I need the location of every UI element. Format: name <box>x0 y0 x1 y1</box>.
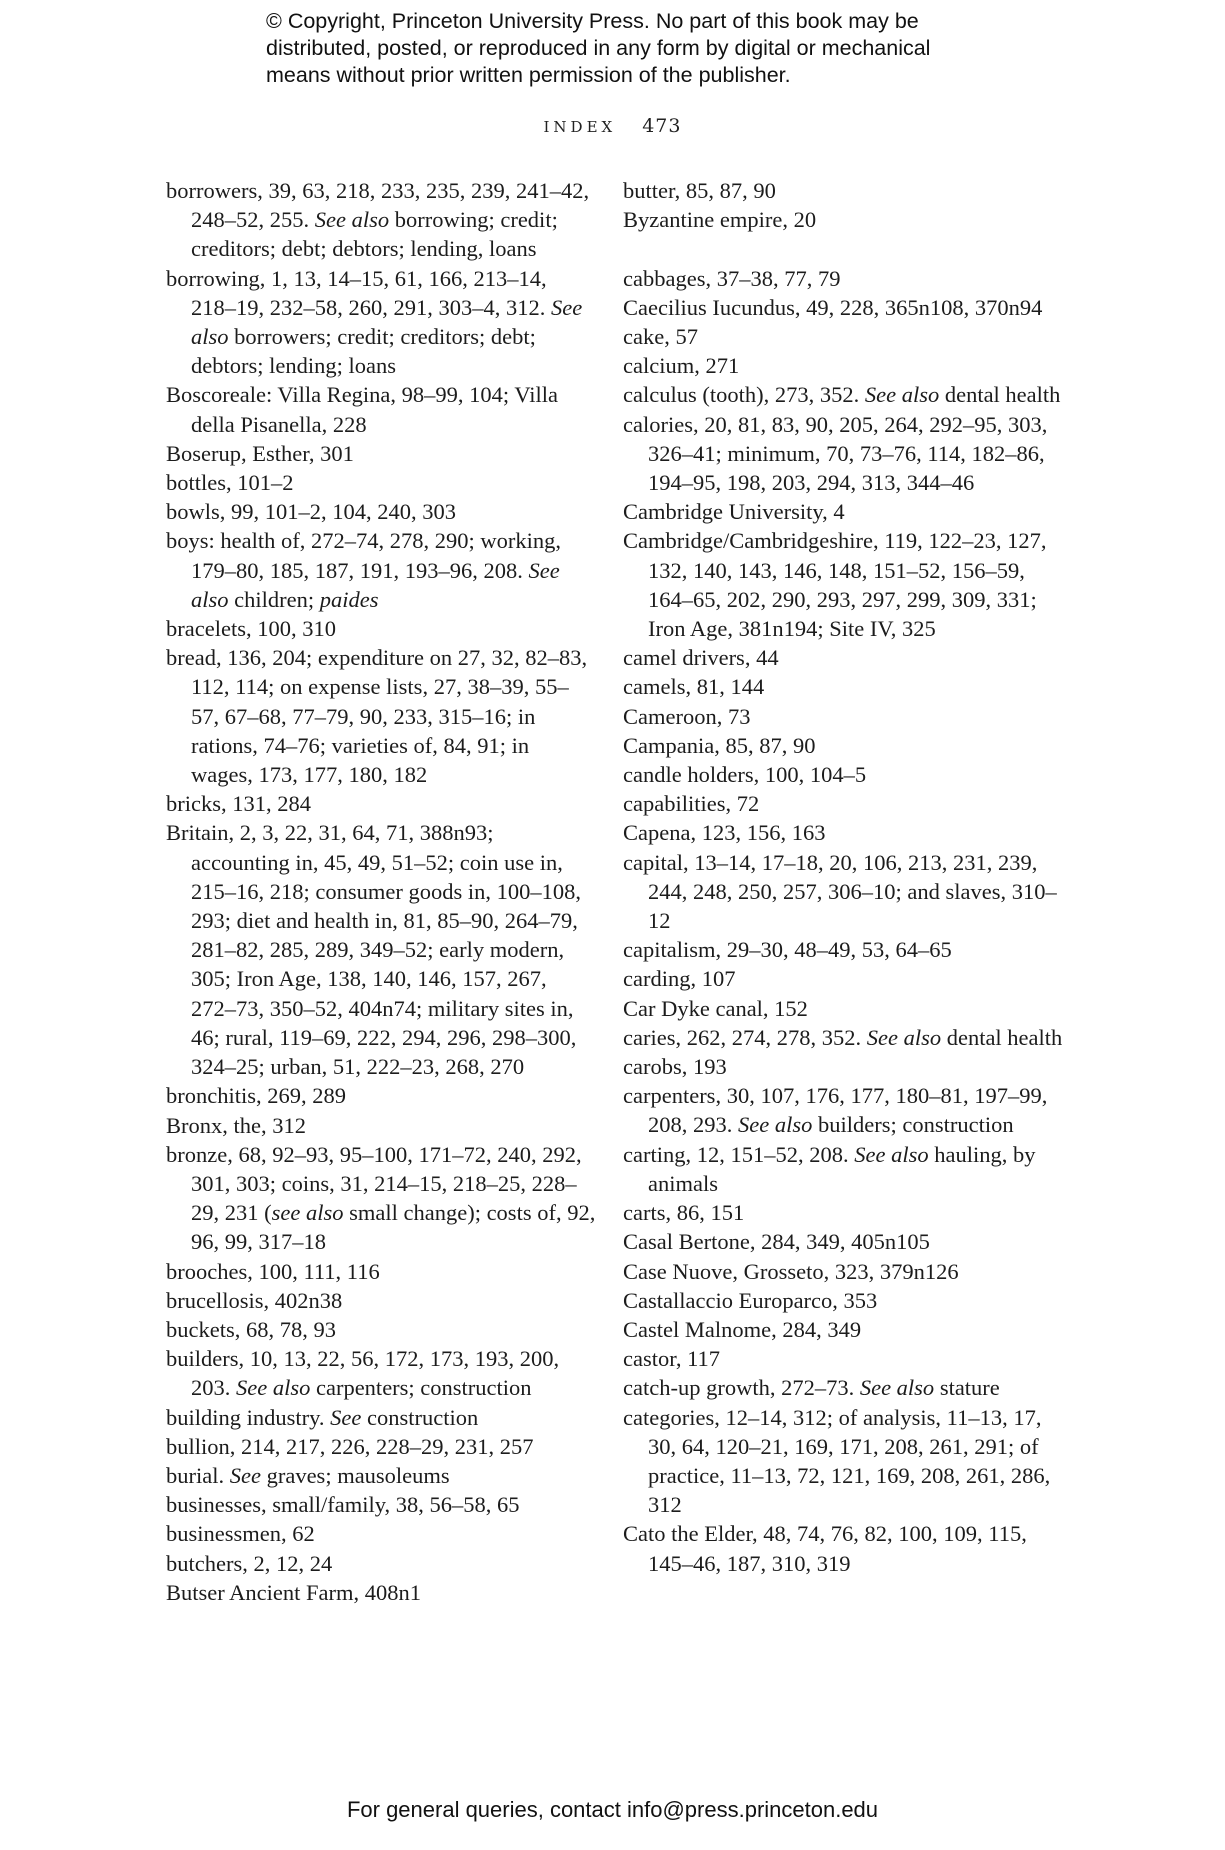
copyright-notice <box>266 8 1026 89</box>
index-entry: burial. See graves; mausoleums <box>166 1462 450 1488</box>
index-entry: Byzantine empire, 20 <box>623 207 817 233</box>
index-entry: bricks, 131, 284 <box>166 791 311 817</box>
index-entry: buckets, 68, 78, 93 <box>166 1316 336 1342</box>
index-entry: Britain, 2, 3, 22, 31, 64, 71, 388n93; accounting in, 45, 49, 51–52; coin use in, 215–16, 218; consumer goods in, 100–108, 293; diet and health in, 81, 85–90, 264–79, 281–82, 285, 289, 349–52; early modern, 305; Iron Age, 138, 140, 146, 157, 267, 272–73, 350–52, 404n74; military sites in, 46; rural, 119–69, 222, 294, 296, 298–300, 324–25; urban, 51, 222–23, 268, 270 <box>166 820 581 1080</box>
index-entry: borrowing, 1, 13, 14–15, 61, 166, 213–14, 218–19, 232–58, 260, 291, 303–4, 312. See also borrowers; credit; creditors; debt; debtors; lending; loans <box>166 265 583 379</box>
index-entry: carts, 86, 151 <box>623 1200 745 1226</box>
index-entry: calories, 20, 81, 83, 90, 205, 264, 292–95, 303, 326–41; minimum, 70, 73–76, 114, 182–86, 194–95, 198, 203, 294, 313, 344–46 <box>623 411 1048 496</box>
index-entry: bronchitis, 269, 289 <box>166 1083 346 1109</box>
index-entry: Cambridge/Cambridgeshire, 119, 122–23, 127, 132, 140, 143, 146, 148, 151–52, 156–59, 164–65, 202, 290, 293, 297, 299, 309, 331; Iron Age, 381n194; Site IV, 325 <box>623 528 1047 642</box>
index-entry: bottles, 101–2 <box>166 470 294 496</box>
index-entry: catch-up growth, 272–73. See also stature <box>623 1375 1000 1401</box>
running-head-label: INDEX <box>543 118 617 136</box>
index-entry: Boscoreale: Villa Regina, 98–99, 104; Villa della Pisanella, 228 <box>166 382 559 437</box>
index-entry: cabbages, 37–38, 77, 79 <box>623 265 841 291</box>
index-entry: castor, 117 <box>623 1346 720 1372</box>
index-entry: building industry. See construction <box>166 1404 479 1430</box>
footer-contact: For general queries, contact info@press.princeton.edu <box>346 1797 879 1822</box>
index-entry: Castel Malnome, 284, 349 <box>623 1316 862 1342</box>
index-entry: Case Nuove, Grosseto, 323, 379n126 <box>623 1258 959 1284</box>
index-entry: carpenters, 30, 107, 176, 177, 180–81, 197–99, 208, 293. See also builders; construction <box>623 1083 1048 1138</box>
index-entry: borrowers, 39, 63, 218, 233, 235, 239, 241–42, 248–52, 255. See also borrowing; credit; creditors; debt; debtors; lending, loans <box>166 178 590 262</box>
index-entry: builders, 10, 13, 22, 56, 172, 173, 193, 200, 203. See also carpenters; construction <box>166 1346 560 1401</box>
index-entry: Cato the Elder, 48, 74, 76, 82, 100, 109, 115, 145–46, 187, 310, 319 <box>623 1521 1027 1576</box>
index-entry: brooches, 100, 111, 116 <box>166 1258 380 1284</box>
copyright-line-2: distributed, posted, or reproduced in any form by digital or mechanical <box>266 36 931 60</box>
index-entry: candle holders, 100, 104–5 <box>623 762 867 788</box>
index-entry: categories, 12–14, 312; of analysis, 11–13, 17, 30, 64, 120–21, 169, 171, 208, 261, 291; of practice, 11–13, 72, 121, 169, 208, 261, 286, 312 <box>623 1404 1051 1518</box>
index-entry: Capena, 123, 156, 163 <box>623 820 826 846</box>
index-entry: capital, 13–14, 17–18, 20, 106, 213, 231, 239, 244, 248, 250, 257, 306–10; and slaves, 310–12 <box>623 849 1057 934</box>
index-entry: calcium, 271 <box>623 353 740 379</box>
index-entry: camels, 81, 144 <box>623 674 765 700</box>
index-entry: camel drivers, 44 <box>623 645 779 671</box>
index-entry: butter, 85, 87, 90 <box>623 178 776 203</box>
index-entry: bowls, 99, 101–2, 104, 240, 303 <box>166 499 457 525</box>
index-entry: Casal Bertone, 284, 349, 405n105 <box>623 1229 930 1255</box>
index-entry: bullion, 214, 217, 226, 228–29, 231, 257 <box>166 1433 534 1459</box>
index-entry: Campania, 85, 87, 90 <box>623 732 816 758</box>
index-entry: Car Dyke canal, 152 <box>623 995 808 1021</box>
index-entry: Boserup, Esther, 301 <box>166 440 354 466</box>
index-group-b <box>623 176 1063 234</box>
letter-group-gap <box>623 234 1063 263</box>
index-entry: Castallaccio Europarco, 353 <box>623 1287 878 1313</box>
index-entry: carobs, 193 <box>623 1054 727 1080</box>
index-entry: bracelets, 100, 310 <box>166 616 336 642</box>
index-entry: brucellosis, 402n38 <box>166 1287 343 1313</box>
page-number: 473 <box>642 115 682 137</box>
index-column-right <box>623 176 1063 1578</box>
index-entry: caries, 262, 274, 278, 352. See also dental health <box>623 1024 1063 1050</box>
index-entry: Bronx, the, 312 <box>166 1112 306 1138</box>
index-entry: carding, 107 <box>623 966 736 992</box>
index-group-c <box>623 264 1063 1578</box>
copyright-line-1: © Copyright, Princeton University Press. No part of this book may be <box>266 9 919 33</box>
copyright-line-3: means without prior written permission of the publisher. <box>266 63 791 87</box>
index-entry: bread, 136, 204; expenditure on 27, 32, 82–83, 112, 114; on expense lists, 27, 38–39, 55–57, 67–68, 77–79, 90, 233, 315–16; in rations, 74–76; varieties of, 84, 91; in wages, 173, 177, 180, 182 <box>166 645 588 788</box>
index-entry: Cambridge University, 4 <box>623 499 845 525</box>
running-head <box>0 115 1225 137</box>
index-entry: capitalism, 29–30, 48–49, 53, 64–65 <box>623 937 952 963</box>
index-entry: carting, 12, 151–52, 208. See also hauling, by animals <box>623 1141 1036 1196</box>
index-entry: bronze, 68, 92–93, 95–100, 171–72, 240, 292, 301, 303; coins, 31, 214–15, 218–25, 228–29, 231 (see also small change); costs of, 92, 96, 99, 317–18 <box>166 1141 596 1255</box>
index-entry: calculus (tooth), 273, 352. See also dental health <box>623 382 1061 408</box>
index-column-left <box>166 176 596 1607</box>
index-entry: Caecilius Iucundus, 49, 228, 365n108, 370n94 <box>623 294 1043 320</box>
index-entry: businessmen, 62 <box>166 1521 315 1547</box>
index-entry: Cameroon, 73 <box>623 703 751 729</box>
index-entry: cake, 57 <box>623 324 698 349</box>
index-entry: butchers, 2, 12, 24 <box>166 1550 333 1576</box>
index-entry: Butser Ancient Farm, 408n1 <box>166 1579 421 1605</box>
index-entry: businesses, small/family, 38, 56–58, 65 <box>166 1492 520 1518</box>
index-entry: capabilities, 72 <box>623 791 760 817</box>
index-entry: boys: health of, 272–74, 278, 290; working, 179–80, 185, 187, 191, 193–96, 208. See also children; paides <box>166 528 561 612</box>
